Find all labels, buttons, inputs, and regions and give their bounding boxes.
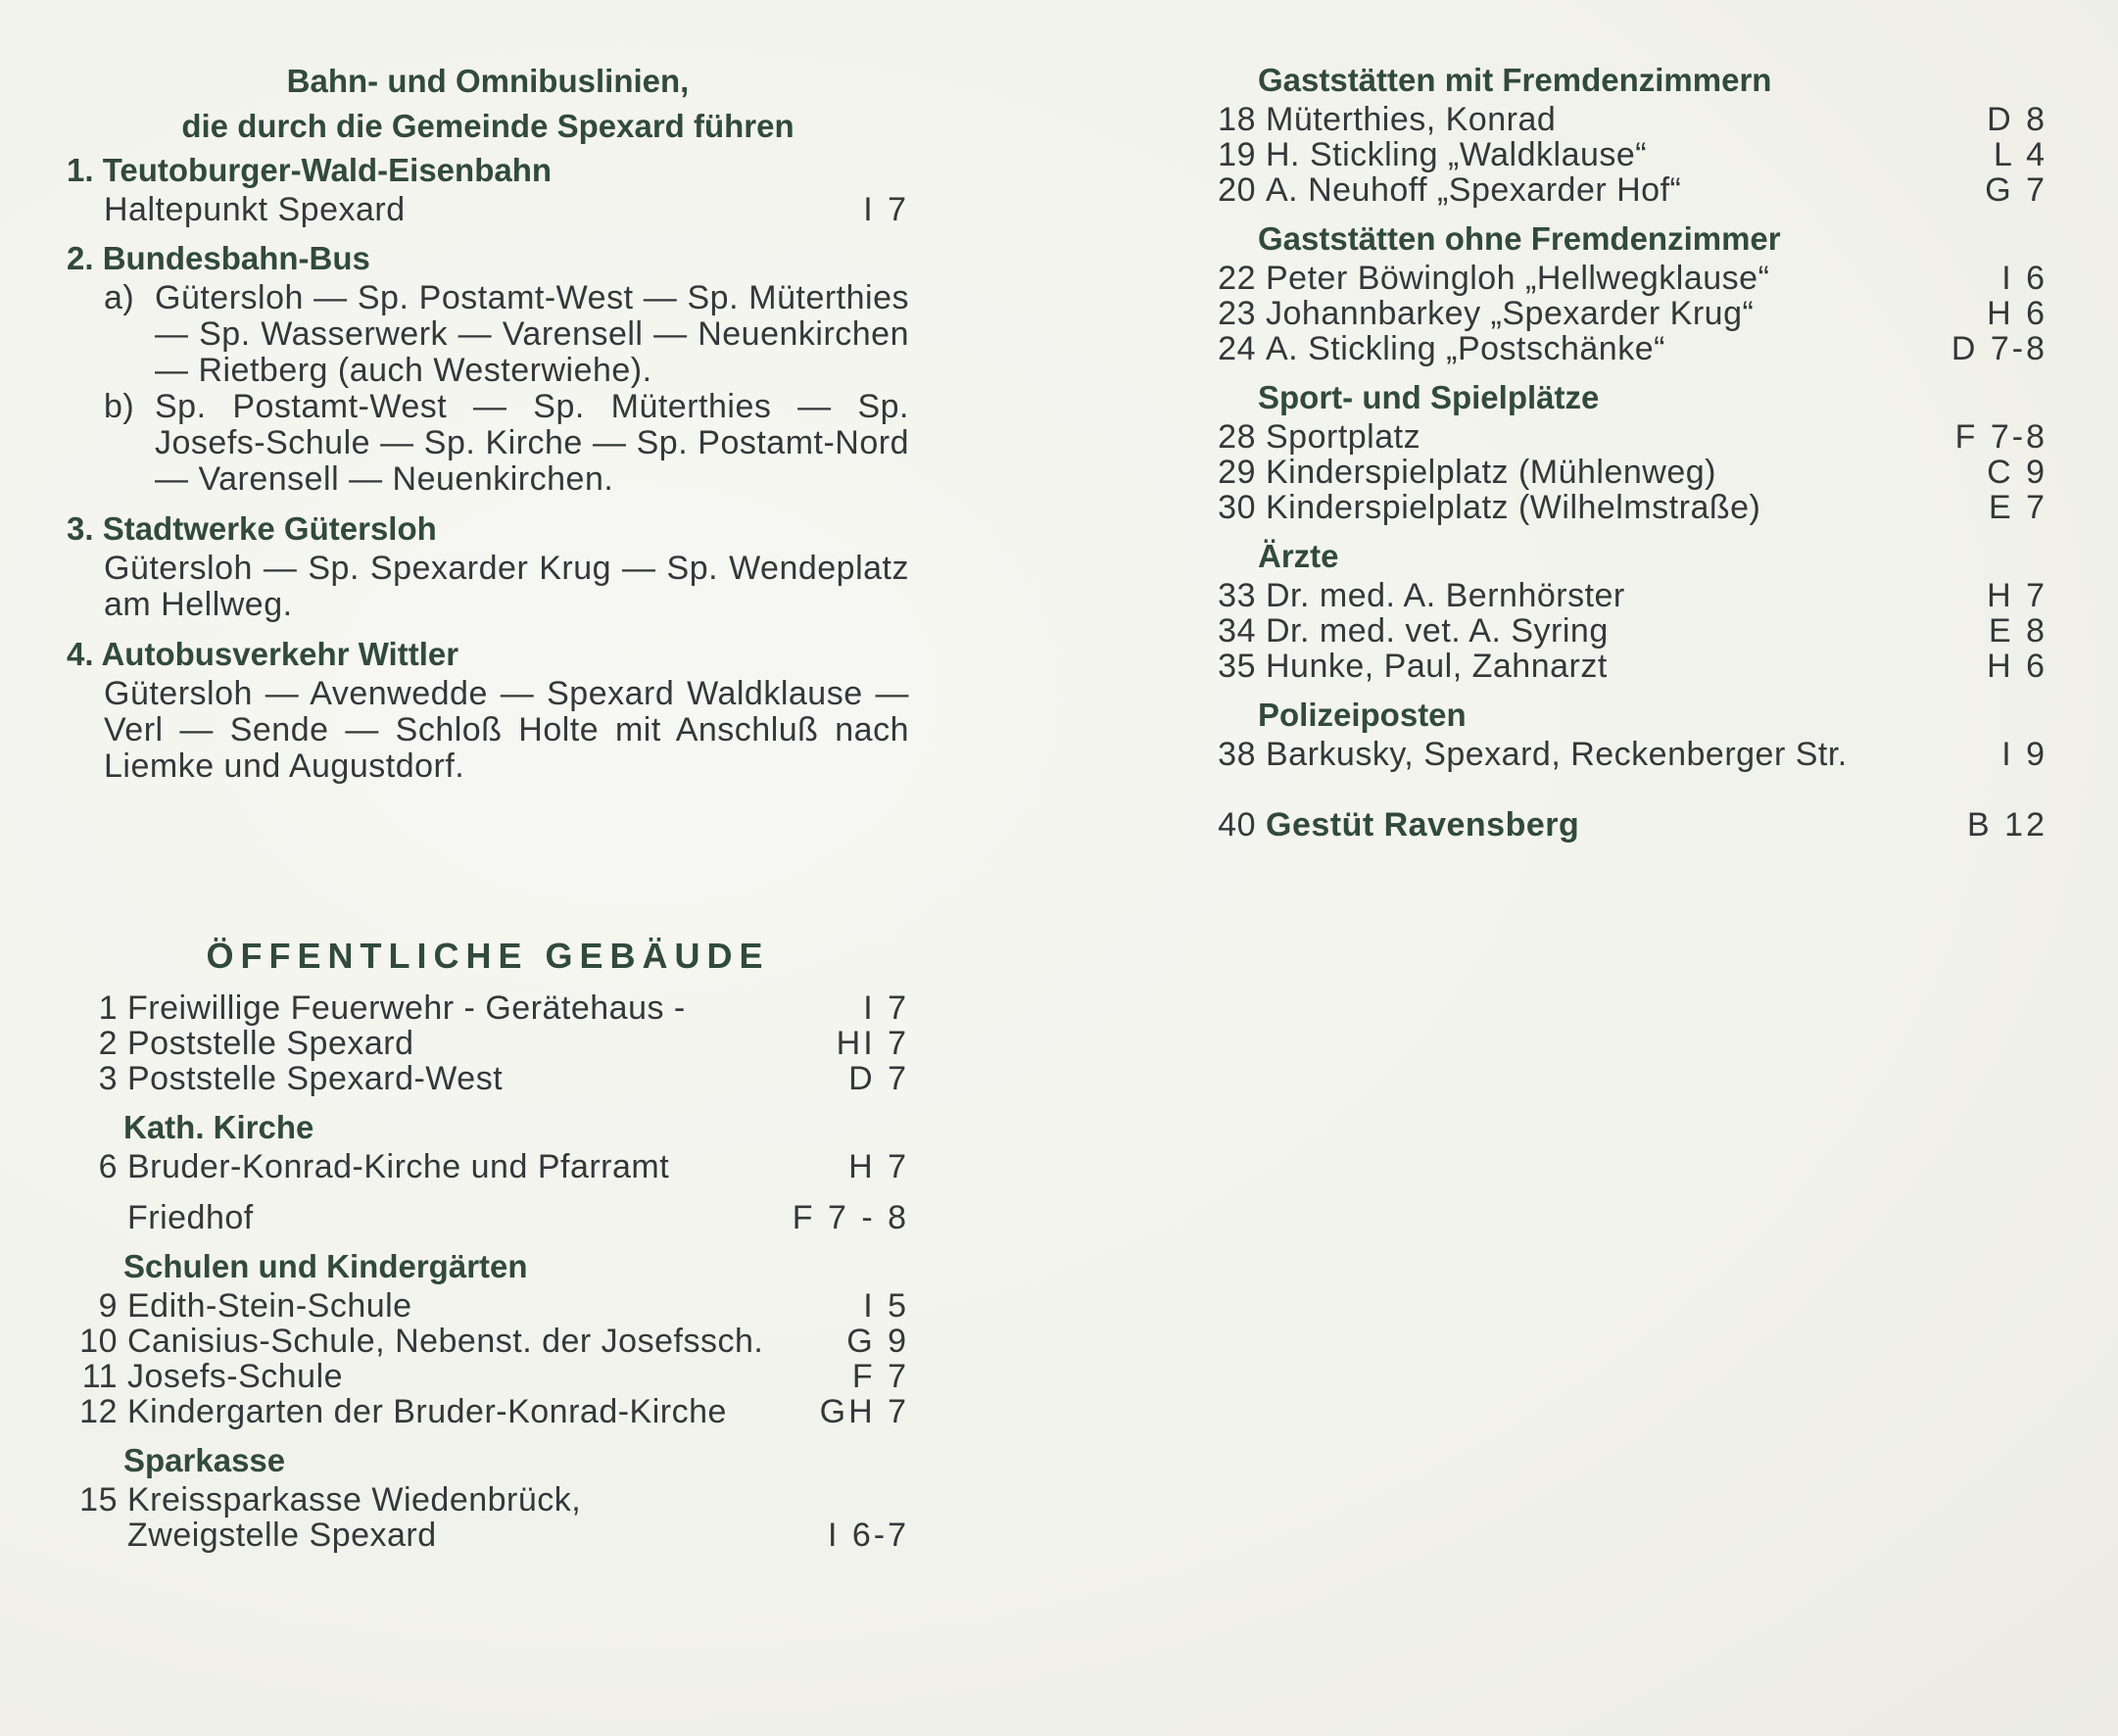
item-grid: GH 7 xyxy=(819,1393,909,1430)
bus-route-a-text: Gütersloh — Sp. Postamt-West — Sp. Müterthies — Sp. Wasserwerk — Varensell — Neuenkirchen — Rietberg (auch Westerwiehe). xyxy=(155,279,909,389)
item-number: 28 xyxy=(1218,418,1256,456)
sport-title: Sport- und Spielplätze xyxy=(1258,379,1600,415)
inns-norooms-title: Gaststätten ohne Fremdenzimmer xyxy=(1258,220,1781,257)
list-item xyxy=(1205,261,2047,296)
public-buildings-title: ÖFFENTLICHE GEBÄUDE xyxy=(206,936,770,976)
list-item xyxy=(1205,455,2047,490)
police-title: Polizeiposten xyxy=(1258,697,1467,733)
sport-list xyxy=(1205,419,2047,525)
railway-row xyxy=(104,192,909,227)
bank-title: Sparkasse xyxy=(123,1442,286,1478)
item-number: 9 xyxy=(98,1287,118,1325)
item-name: Edith-Stein-Schule xyxy=(127,1287,412,1325)
list-item xyxy=(1205,331,2047,366)
item-name: Friedhof xyxy=(127,1199,254,1236)
item-grid: H 6 xyxy=(1987,295,2047,332)
item-grid: I 9 xyxy=(2001,736,2047,773)
item-number: 12 xyxy=(79,1393,118,1430)
item-name: Bruder-Konrad-Kirche und Pfarramt xyxy=(127,1148,670,1185)
item-name: Kinderspielplatz (Mühlenweg) xyxy=(1266,454,1717,491)
inns-rooms-title: Gaststätten mit Fremdenzimmern xyxy=(1258,62,1772,98)
item-grid: I 6 xyxy=(2001,260,2047,297)
item-grid: F 7-8 xyxy=(1954,418,2047,456)
item-name: Freiwillige Feuerwehr - Gerätehaus - xyxy=(127,989,686,1027)
item-grid: F 7 - 8 xyxy=(792,1199,909,1236)
item-grid: F 7 xyxy=(851,1358,909,1395)
list-item xyxy=(1205,649,2047,684)
item-grid: H 6 xyxy=(1987,648,2047,685)
list-item xyxy=(67,1394,909,1429)
list-item xyxy=(67,1149,909,1184)
railway-stop: Haltepunkt Spexard xyxy=(104,191,406,228)
item-name: A. Neuhoff „Spexarder Hof“ xyxy=(1266,171,1682,209)
list-item xyxy=(1205,737,2047,772)
item-number: 22 xyxy=(1218,260,1256,297)
list-item xyxy=(1205,490,2047,525)
item-grid: C 9 xyxy=(1987,454,2047,491)
item-number: 15 xyxy=(79,1481,118,1519)
inns-rooms-list xyxy=(1205,102,2047,208)
item-grid: G 9 xyxy=(846,1323,909,1360)
list-item xyxy=(1205,296,2047,331)
item-number: 30 xyxy=(1218,489,1256,526)
item-number: 38 xyxy=(1218,736,1256,773)
item-number: 29 xyxy=(1218,454,1256,491)
item-grid: E 7 xyxy=(1988,489,2047,526)
item-name: Dr. med. vet. A. Syring xyxy=(1266,612,1609,650)
list-item xyxy=(67,1518,909,1553)
item-grid: D 8 xyxy=(1987,101,2047,138)
section-title-wittler: 4. Autobusverkehr Wittler xyxy=(67,636,459,672)
item-name: Gestüt Ravensberg xyxy=(1266,806,1580,844)
list-item xyxy=(1205,102,2047,137)
item-grid: E 8 xyxy=(1988,612,2047,650)
item-grid: L 4 xyxy=(1993,136,2047,173)
doctors-list xyxy=(1205,578,2047,684)
bus-route-b-text: Sp. Postamt-West — Sp. Müterthies — Sp. Josefs-Schule — Sp. Kirche — Sp. Postamt-Nord — Varensell — Neuenkirchen. xyxy=(155,388,909,498)
bus-route-a-label: a) xyxy=(104,279,135,316)
item-name: Kindergarten der Bruder-Konrad-Kirche xyxy=(127,1393,727,1430)
list-item xyxy=(67,1324,909,1359)
item-number: 40 xyxy=(1218,806,1256,844)
list-item xyxy=(1205,613,2047,649)
item-name: Dr. med. A. Bernhörster xyxy=(1266,577,1625,614)
doctors-title: Ärzte xyxy=(1258,538,1339,574)
item-grid: I 5 xyxy=(863,1287,909,1325)
transport-title-line1: Bahn- und Omnibuslinien, xyxy=(286,63,690,99)
list-item xyxy=(67,990,909,1026)
section-title-stadtwerke: 3. Stadtwerke Gütersloh xyxy=(67,510,437,547)
inns-norooms-list xyxy=(1205,261,2047,366)
item-name: Canisius-Schule, Nebenst. der Josefssch. xyxy=(127,1323,764,1360)
item-number: 19 xyxy=(1218,136,1256,173)
item-name: Kreissparkasse Wiedenbrück, xyxy=(127,1481,582,1519)
item-name: Barkusky, Spexard, Reckenberger Str. xyxy=(1266,736,1848,773)
section-title-bus: 2. Bundesbahn-Bus xyxy=(67,240,370,276)
bus-route-b xyxy=(104,389,909,498)
item-name: Johannbarkey „Spexarder Krug“ xyxy=(1266,295,1755,332)
right-column xyxy=(1205,59,2047,843)
list-item xyxy=(67,1288,909,1324)
item-name: Poststelle Spexard-West xyxy=(127,1060,504,1097)
bus-routes xyxy=(104,280,909,498)
bus-route-b-label: b) xyxy=(104,388,135,425)
item-grid: HI 7 xyxy=(836,1025,909,1062)
list-item xyxy=(67,1061,909,1096)
item-name: A. Stickling „Postschänke“ xyxy=(1266,330,1665,367)
item-number: 34 xyxy=(1218,612,1256,650)
item-number: 24 xyxy=(1218,330,1256,367)
list-item xyxy=(1205,578,2047,613)
item-number: 33 xyxy=(1218,577,1256,614)
list-item xyxy=(67,1482,909,1518)
transport-title-line2: die durch die Gemeinde Spexard führen xyxy=(181,108,794,144)
item-number: 3 xyxy=(98,1060,118,1097)
section-title-railway: 1. Teutoburger-Wald-Eisenbahn xyxy=(67,152,553,188)
list-item xyxy=(67,1026,909,1061)
schools-list xyxy=(67,1288,909,1429)
item-number: 6 xyxy=(98,1148,118,1185)
item-grid: H 7 xyxy=(1987,577,2047,614)
schools-title: Schulen und Kindergärten xyxy=(123,1248,528,1284)
item-grid: I 6-7 xyxy=(827,1517,909,1554)
church-title: Kath. Kirche xyxy=(123,1109,314,1145)
item-number: 23 xyxy=(1218,295,1256,332)
item-name: Josefs-Schule xyxy=(127,1358,344,1395)
item-name: Poststelle Spexard xyxy=(127,1025,414,1062)
item-name-continued: Zweigstelle Spexard xyxy=(127,1517,437,1554)
item-number: 35 xyxy=(1218,648,1256,685)
list-item xyxy=(67,1200,909,1235)
item-grid: H 7 xyxy=(848,1148,909,1185)
item-name: Kinderspielplatz (Wilhelmstraße) xyxy=(1266,489,1761,526)
item-number: 18 xyxy=(1218,101,1256,138)
item-grid: I 7 xyxy=(863,989,909,1027)
public-rows-top xyxy=(67,990,909,1096)
left-column xyxy=(67,59,909,1553)
item-name: H. Stickling „Waldklause“ xyxy=(1266,136,1648,173)
list-item xyxy=(1205,807,2047,843)
item-grid: B 12 xyxy=(1967,806,2047,844)
item-number: 2 xyxy=(98,1025,118,1062)
list-item xyxy=(1205,172,2047,208)
item-grid: D 7-8 xyxy=(1950,330,2047,367)
list-item xyxy=(1205,419,2047,455)
item-name: Hunke, Paul, Zahnarzt xyxy=(1266,648,1608,685)
item-name: Peter Böwingloh „Hellwegklause“ xyxy=(1266,260,1770,297)
item-number: 10 xyxy=(79,1323,118,1360)
list-item xyxy=(1205,137,2047,172)
item-name: Müterthies, Konrad xyxy=(1266,101,1557,138)
wittler-route: Gütersloh — Avenwedde — Spexard Waldklause — Verl — Sende — Schloß Holte mit Anschluß nach Liemke und Augustdorf. xyxy=(104,675,909,785)
item-grid: G 7 xyxy=(1985,171,2047,209)
item-name: Sportplatz xyxy=(1266,418,1421,456)
item-number: 20 xyxy=(1218,171,1256,209)
item-number: 11 xyxy=(81,1358,118,1395)
stadtwerke-route: Gütersloh — Sp. Spexarder Krug — Sp. Wendeplatz am Hellweg. xyxy=(104,550,909,623)
railway-grid: I 7 xyxy=(863,191,909,228)
item-grid: D 7 xyxy=(848,1060,909,1097)
item-number: 1 xyxy=(98,989,118,1027)
bus-route-a xyxy=(104,280,909,389)
list-item xyxy=(67,1359,909,1394)
